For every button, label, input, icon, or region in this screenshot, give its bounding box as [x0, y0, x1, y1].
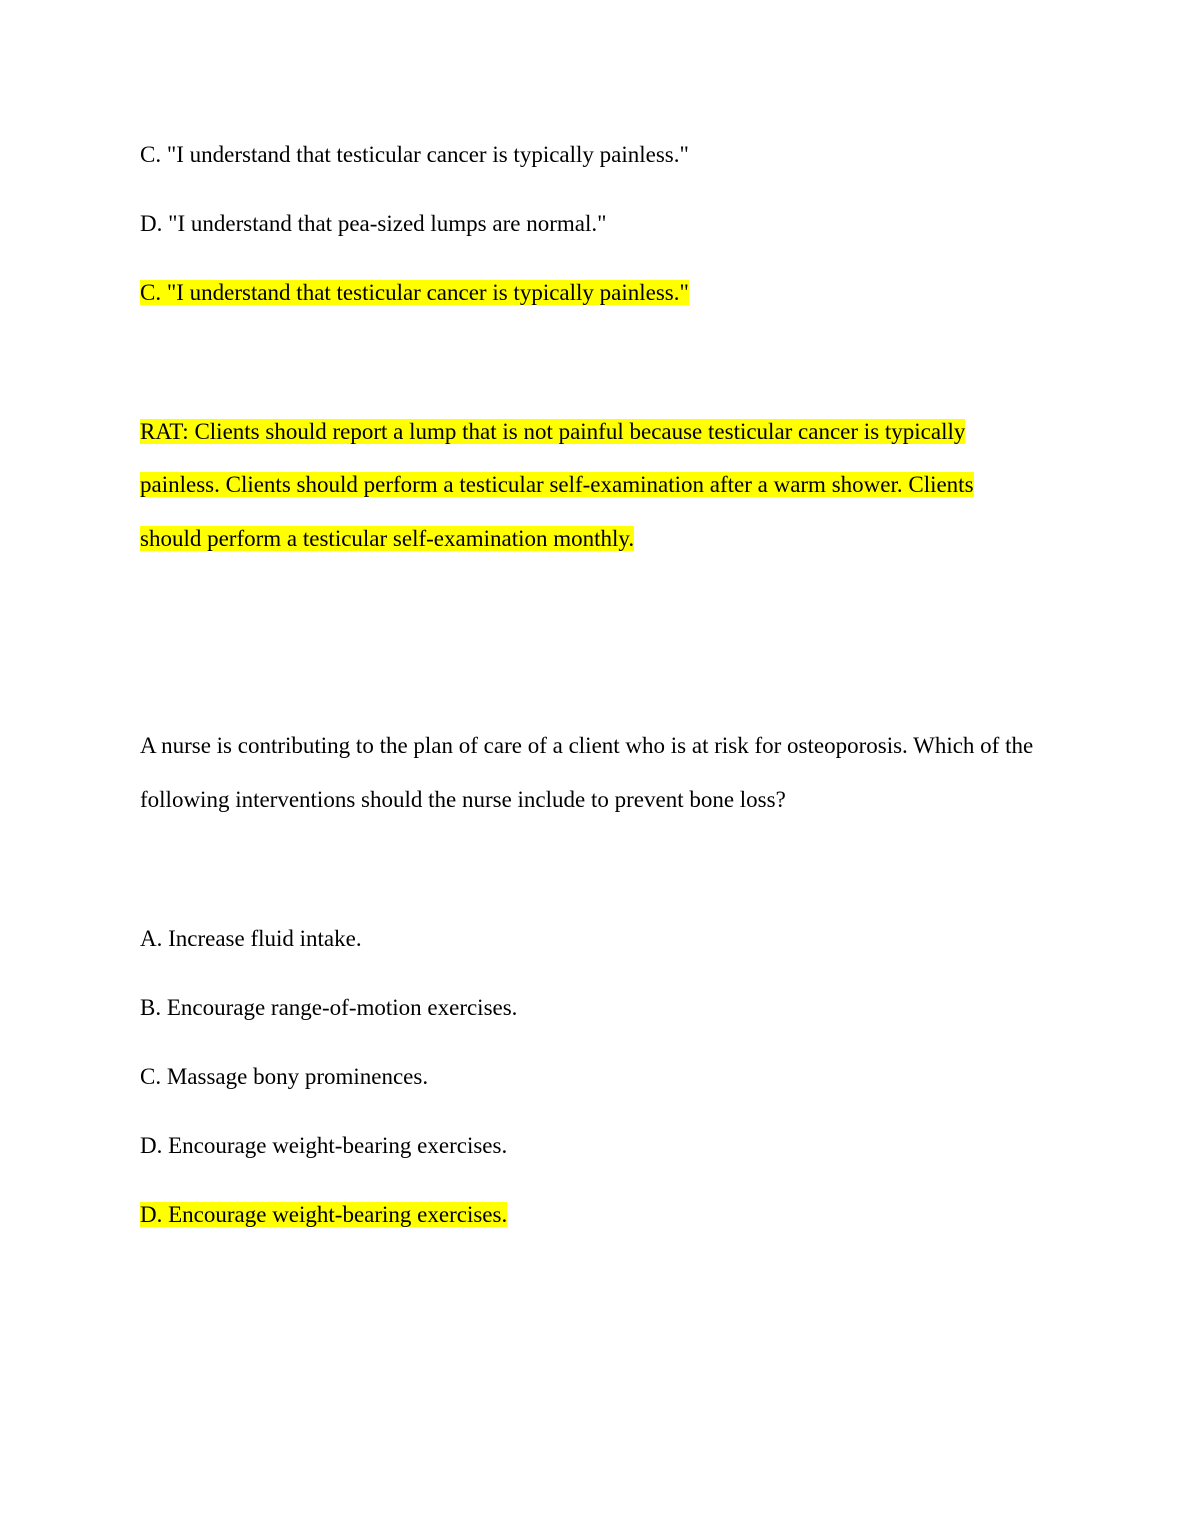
rationale-highlight-3: should perform a testicular self-examination monthly. [140, 526, 635, 551]
rationale-line-3 [140, 525, 634, 552]
prev-answer-highlight: C. "I understand that testicular cancer is typically painless." [140, 280, 689, 305]
rationale-line-1 [140, 418, 965, 445]
option-b: B. Encourage range-of-motion exercises. [140, 995, 518, 1020]
option-c: C. Massage bony prominences. [140, 1064, 429, 1089]
option-d: D. Encourage weight-bearing exercises. [140, 1133, 508, 1158]
answer [140, 1201, 507, 1228]
rationale-highlight-1: RAT: Clients should report a lump that is not painful because testicular cancer is typically [140, 419, 966, 444]
rationale-line-2 [140, 471, 974, 498]
prev-option-c: C. "I understand that testicular cancer is typically painless." [140, 142, 689, 167]
prev-option-d: D. "I understand that pea-sized lumps are normal." [140, 211, 607, 236]
answer-highlight: D. Encourage weight-bearing exercises. [140, 1202, 508, 1227]
option-a: A. Increase fluid intake. [140, 926, 362, 951]
question-stem-line-2: following interventions should the nurse include to prevent bone loss? [140, 787, 786, 812]
prev-answer [140, 279, 689, 306]
question-stem-line-1: A nurse is contributing to the plan of care of a client who is at risk for osteoporosis. Which of the [140, 733, 1034, 758]
rationale-highlight-2: painless. Clients should perform a testicular self-examination after a warm shower. Clients [140, 472, 974, 497]
